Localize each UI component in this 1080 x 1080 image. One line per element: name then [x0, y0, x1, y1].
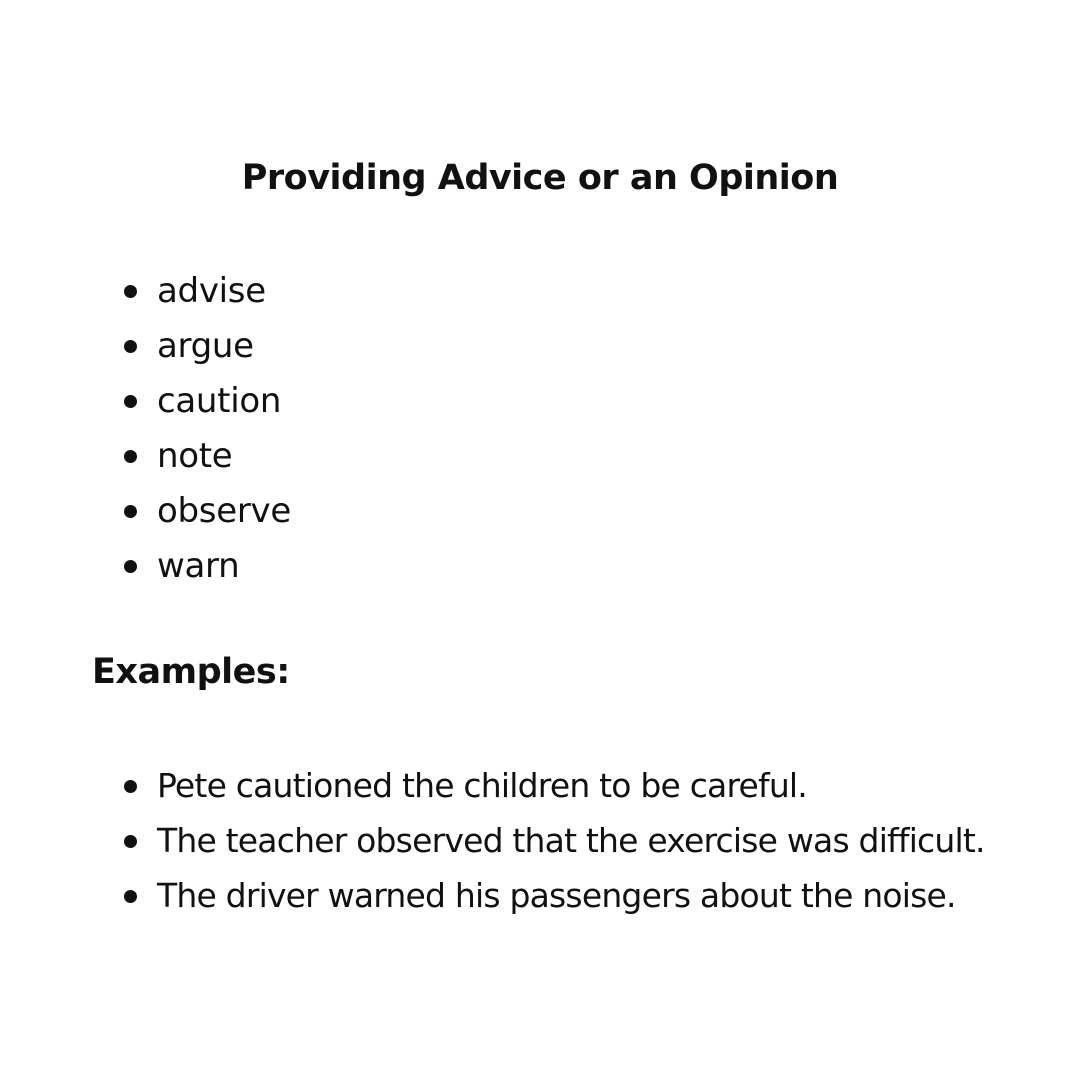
verb-text: warn	[157, 546, 240, 586]
list-item	[122, 763, 985, 818]
example-sentence: The driver warned his passengers about the noise.	[157, 876, 956, 915]
bullet-icon	[124, 285, 137, 298]
list-item	[122, 268, 291, 323]
verb-text: argue	[157, 326, 254, 366]
bullet-icon	[124, 395, 137, 408]
bullet-icon	[124, 450, 137, 463]
verb-list	[122, 268, 291, 598]
example-sentence: Pete cautioned the children to be careful.	[157, 766, 807, 805]
verb-text: observe	[157, 491, 291, 531]
verb-text: note	[157, 436, 233, 476]
list-item	[122, 873, 985, 928]
bullet-icon	[124, 780, 137, 793]
list-item	[122, 433, 291, 488]
verb-text: caution	[157, 381, 282, 421]
list-item	[122, 378, 291, 433]
examples-heading: Examples:	[92, 652, 290, 692]
list-item	[122, 323, 291, 378]
examples-list	[122, 763, 985, 928]
example-sentence: The teacher observed that the exercise was difficult.	[157, 821, 985, 860]
bullet-icon	[124, 340, 137, 353]
list-item	[122, 543, 291, 598]
bullet-icon	[124, 505, 137, 518]
list-item	[122, 488, 291, 543]
bullet-icon	[124, 890, 137, 903]
page-title: Providing Advice or an Opinion	[241, 158, 839, 198]
list-item	[122, 818, 985, 873]
bullet-icon	[124, 835, 137, 848]
bullet-icon	[124, 560, 137, 573]
verb-text: advise	[157, 271, 266, 311]
